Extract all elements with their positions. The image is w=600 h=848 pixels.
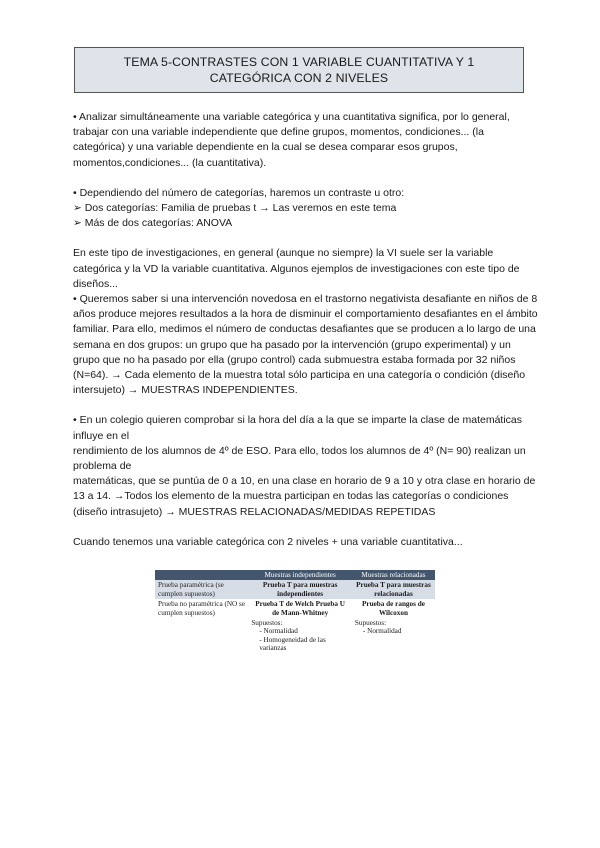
intro-section (73, 110, 538, 550)
paragraph-example-independent: • Queremos saber si una intervención novedosa en el trastorno negativista desafiante en niños de 8 años produce mejores resultados a la hora de disminuir el comportamiento desafiantes en el ámbito familiar. Para ello, medimos el número de conductas desafiantes que se producen a lo largo de una semana en dos grupos: un grupo que ha pasado por la intervención (grupo experimental) y un grupo que no ha pasado por ella (grupo control) cada submuestra estaba formada por 32 niños (N=64). → Cada elemento de la muestra total sólo participa en una categoría o condición (diseño intersujeto) → MUESTRAS INDEPENDIENTES. (73, 293, 538, 397)
cell-nonparametric-independent: Prueba T de Welch Prueba U de Mann-Whitney (248, 599, 352, 618)
bullet-two-categories: ➢ Dos categorías: Familia de pruebas t → Las veremos en este tema (73, 202, 397, 215)
cell-parametric-independent: Prueba T para muestras independientes (248, 580, 352, 599)
assumptions-independent (248, 618, 352, 654)
table-header-related: Muestras relacionadas (352, 570, 435, 580)
table-row (155, 580, 435, 599)
assumption-item: - Normalidad (259, 627, 349, 635)
assumption-item: - Normalidad (363, 627, 432, 635)
page-title-text: TEMA 5-CONTRASTES CON 1 VARIABLE CUANTITATIVA Y 1 CATEGÓRICA CON 2 NIVELES (123, 55, 475, 85)
assumption-item: - Homogeneidad de las varianzas (259, 636, 349, 653)
paragraph-example-related-l1: • En un colegio quieren comprobar si la hora del día a la que se imparte la clase de matemáticas influye en el (73, 414, 523, 442)
assumptions-independent-title: Supuestos: (251, 619, 283, 628)
assumptions-related-title: Supuestos: (354, 619, 387, 628)
row-label-nonparametric: Prueba no paramétrica (NO se cumplen supuestos) (155, 599, 248, 618)
assumptions-related (352, 618, 435, 654)
cell-nonparametric-related: Prueba de rangos de Wilcoxon (352, 599, 435, 618)
paragraph-example-related-l2: rendimiento de los alumnos de 4º de ESO. Para ello, todos los alumnos de 4º (N= 90) realizan un problema de (73, 444, 526, 473)
table-header-empty (155, 570, 248, 580)
tests-table (155, 570, 435, 654)
cell-parametric-related: Prueba T para muestras relacionadas (352, 580, 435, 599)
row-label-parametric: Prueba paramétrica (se cumplen supuestos) (155, 580, 248, 599)
table-header-independent: Muestras independientes (248, 570, 352, 580)
page-title (74, 47, 524, 93)
paragraph-categories: • Dependiendo del número de categorías, haremos un contraste u otro: (73, 186, 405, 199)
paragraph-vi-vd: En este tipo de investigaciones, en general (aunque no siempre) la VI suele ser la variable categórica y la VD la variable cuantitativa. Algunos ejemplos de investigaciones con este tipo de diseños... (73, 247, 520, 290)
paragraph-summary: Cuando tenemos una variable categórica con 2 niveles + una variable cuantitativa... (73, 535, 463, 548)
paragraph-intro: • Analizar simultáneamente una variable categórica y una cuantitativa significa, por lo general, trabajar con una variable independiente que define grupos, momentos, condiciones... (la categórica) y una variable dependiente en la cual se desea comparar esos grupos, momentos,condiciones... (la cuantitativa). (73, 111, 510, 169)
table-row (155, 599, 435, 618)
table-row (155, 618, 435, 654)
paragraph-example-related-l3: matemáticas, que se puntúa de 0 a 10, en una clase en horario de 9 a 10 y otra clase en horario de 13 a 14. →Todos los elemento de la muestra participan en todas las categorías o condiciones (diseño intrasujeto) → MUESTRAS RELACIONADAS/MEDIDAS REPETIDAS (73, 475, 536, 518)
bullet-more-categories: ➢ Más de dos categorías: ANOVA (73, 217, 233, 230)
